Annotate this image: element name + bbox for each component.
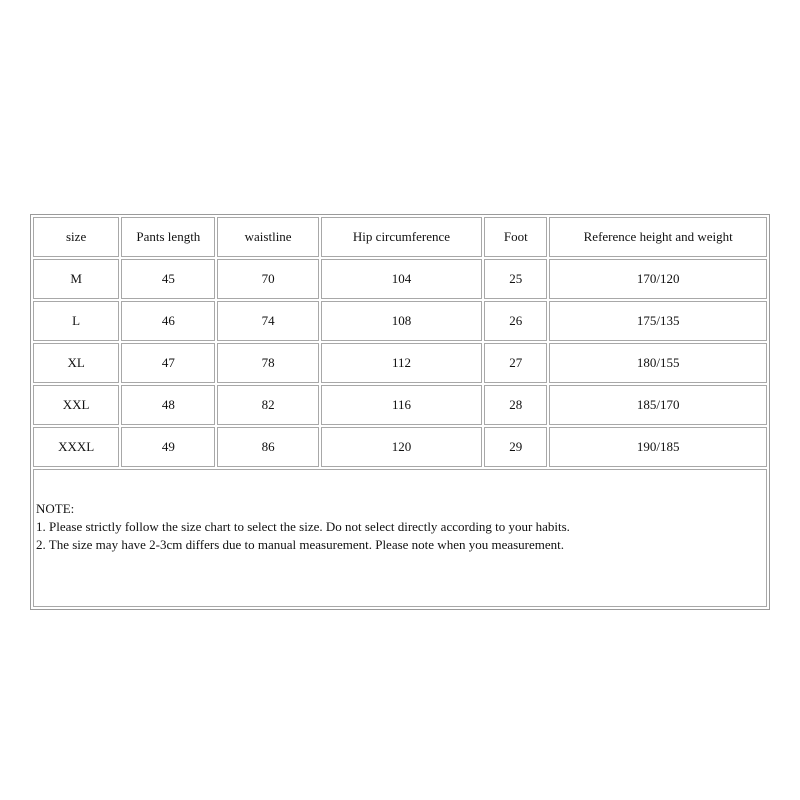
- table-cell: 26: [484, 301, 547, 341]
- note-cell: [33, 469, 767, 607]
- table-cell: 86: [217, 427, 318, 467]
- table-cell: XL: [33, 343, 119, 383]
- table-cell: 49: [121, 427, 215, 467]
- table-cell: L: [33, 301, 119, 341]
- table-cell: 25: [484, 259, 547, 299]
- table-cell: 170/120: [549, 259, 767, 299]
- table-cell: 27: [484, 343, 547, 383]
- table-cell: 116: [321, 385, 482, 425]
- table-cell: 185/170: [549, 385, 767, 425]
- table-row: [33, 427, 767, 467]
- table-cell: 45: [121, 259, 215, 299]
- table-header-row: [33, 217, 767, 257]
- table-row: [33, 343, 767, 383]
- table-cell: 28: [484, 385, 547, 425]
- note-line: 2. The size may have 2-3cm differs due to manual measurement. Please note when you measurement.: [36, 537, 565, 552]
- table-row: [33, 259, 767, 299]
- note-line: 1. Please strictly follow the size chart to select the size. Do not select directly according to your habits.: [36, 519, 570, 534]
- table-cell: 104: [321, 259, 482, 299]
- note-row: [33, 469, 767, 607]
- table-cell: 190/185: [549, 427, 767, 467]
- table-cell: XXXL: [33, 427, 119, 467]
- table-row: [33, 301, 767, 341]
- column-header: size: [33, 217, 119, 257]
- table-cell: 74: [217, 301, 318, 341]
- table-cell: 108: [321, 301, 482, 341]
- column-header: Foot: [484, 217, 547, 257]
- column-header: Reference height and weight: [549, 217, 767, 257]
- table-cell: 46: [121, 301, 215, 341]
- table-cell: 175/135: [549, 301, 767, 341]
- table-cell: 47: [121, 343, 215, 383]
- size-chart-table: [30, 214, 770, 610]
- table-cell: 78: [217, 343, 318, 383]
- table-cell: 180/155: [549, 343, 767, 383]
- table-cell: 112: [321, 343, 482, 383]
- table-cell: 29: [484, 427, 547, 467]
- table-cell: 70: [217, 259, 318, 299]
- column-header: Pants length: [121, 217, 215, 257]
- column-header: waistline: [217, 217, 318, 257]
- table-cell: 82: [217, 385, 318, 425]
- column-header: Hip circumference: [321, 217, 482, 257]
- table-cell: 120: [321, 427, 482, 467]
- table-row: [33, 385, 767, 425]
- table-cell: XXL: [33, 385, 119, 425]
- table-cell: 48: [121, 385, 215, 425]
- note-title: NOTE:: [36, 501, 75, 516]
- table-cell: M: [33, 259, 119, 299]
